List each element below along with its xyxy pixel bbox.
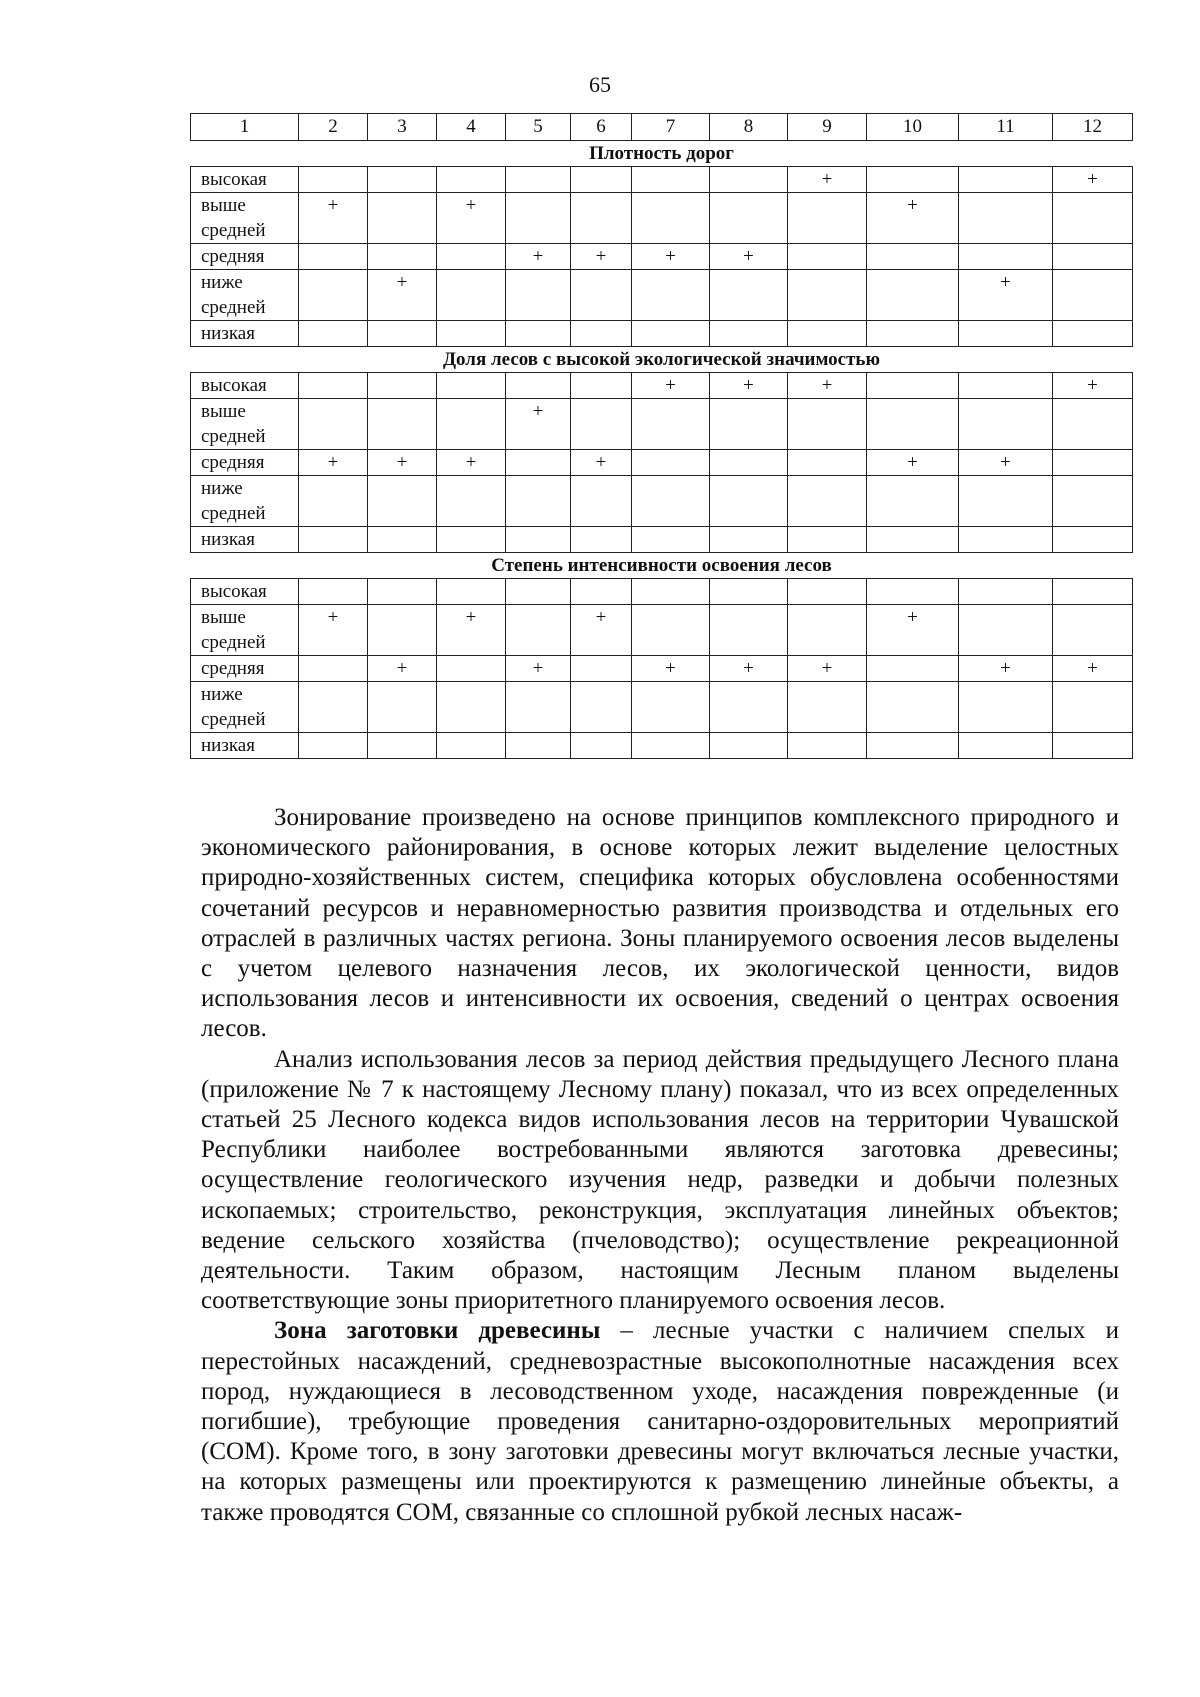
mark-cell: +: [299, 450, 368, 476]
paragraph: [201, 1316, 1119, 1527]
row-label: средняя: [191, 656, 299, 682]
mark-cell: +: [959, 656, 1053, 682]
mark-cell: [710, 579, 788, 605]
mark-cell: [1053, 579, 1133, 605]
mark-cell: [506, 167, 571, 193]
row-label: выше средней: [191, 193, 299, 244]
mark-cell: [1053, 476, 1133, 527]
mark-cell: [299, 373, 368, 399]
row-label: выше средней: [191, 605, 299, 656]
mark-cell: [867, 399, 959, 450]
row-label: средняя: [191, 450, 299, 476]
mark-cell: +: [368, 270, 437, 321]
mark-cell: +: [506, 656, 571, 682]
mark-cell: [867, 579, 959, 605]
mark-cell: [368, 605, 437, 656]
mark-cell: [867, 373, 959, 399]
table-row: [191, 321, 1133, 347]
page-number: 65: [589, 72, 611, 97]
mark-cell: [867, 476, 959, 527]
mark-cell: +: [571, 450, 632, 476]
table-row: [191, 527, 1133, 553]
mark-cell: +: [1053, 656, 1133, 682]
row-label: низкая: [191, 321, 299, 347]
table-row: [191, 682, 1133, 733]
column-header: 10: [867, 114, 959, 141]
mark-cell: [788, 193, 867, 244]
mark-cell: [710, 450, 788, 476]
mark-cell: [867, 733, 959, 759]
mark-cell: [437, 476, 506, 527]
mark-cell: [571, 527, 632, 553]
mark-cell: +: [632, 656, 710, 682]
row-label: низкая: [191, 527, 299, 553]
mark-cell: [437, 579, 506, 605]
mark-cell: [710, 193, 788, 244]
mark-cell: [437, 399, 506, 450]
zoning-table: [190, 113, 1133, 759]
mark-cell: [632, 682, 710, 733]
mark-cell: [299, 682, 368, 733]
mark-cell: [437, 167, 506, 193]
column-header: 7: [632, 114, 710, 141]
mark-cell: [867, 270, 959, 321]
mark-cell: [368, 527, 437, 553]
mark-cell: [788, 321, 867, 347]
table-row: [191, 579, 1133, 605]
mark-cell: [867, 656, 959, 682]
mark-cell: [632, 270, 710, 321]
column-header: 3: [368, 114, 437, 141]
mark-cell: [299, 656, 368, 682]
mark-cell: [571, 579, 632, 605]
mark-cell: [959, 476, 1053, 527]
mark-cell: +: [632, 244, 710, 270]
column-header: 9: [788, 114, 867, 141]
body-text: [201, 803, 1119, 1528]
column-header: 1: [191, 114, 299, 141]
mark-cell: [571, 733, 632, 759]
mark-cell: [437, 656, 506, 682]
mark-cell: [1053, 450, 1133, 476]
mark-cell: +: [710, 656, 788, 682]
mark-cell: [788, 733, 867, 759]
mark-cell: [867, 682, 959, 733]
mark-cell: [788, 244, 867, 270]
section-title-row: [191, 141, 1133, 167]
row-label: высокая: [191, 579, 299, 605]
mark-cell: [1053, 605, 1133, 656]
mark-cell: [299, 476, 368, 527]
mark-cell: [571, 167, 632, 193]
mark-cell: [1053, 321, 1133, 347]
mark-cell: +: [299, 605, 368, 656]
mark-cell: [1053, 193, 1133, 244]
mark-cell: [959, 579, 1053, 605]
mark-cell: [571, 682, 632, 733]
mark-cell: [368, 373, 437, 399]
mark-cell: [506, 733, 571, 759]
mark-cell: +: [368, 450, 437, 476]
mark-cell: [506, 321, 571, 347]
mark-cell: +: [710, 373, 788, 399]
mark-cell: +: [1053, 167, 1133, 193]
mark-cell: [959, 733, 1053, 759]
section-title-row: [191, 553, 1133, 579]
mark-cell: [299, 167, 368, 193]
mark-cell: +: [632, 373, 710, 399]
mark-cell: [506, 527, 571, 553]
row-label: ниже средней: [191, 270, 299, 321]
mark-cell: [1053, 527, 1133, 553]
mark-cell: [299, 244, 368, 270]
mark-cell: +: [867, 193, 959, 244]
mark-cell: [788, 270, 867, 321]
mark-cell: [299, 399, 368, 450]
mark-cell: +: [506, 244, 571, 270]
mark-cell: [299, 527, 368, 553]
mark-cell: [632, 167, 710, 193]
mark-cell: +: [788, 167, 867, 193]
mark-cell: +: [299, 193, 368, 244]
table-row: [191, 733, 1133, 759]
mark-cell: +: [437, 193, 506, 244]
mark-cell: [368, 682, 437, 733]
mark-cell: [959, 244, 1053, 270]
mark-cell: [867, 321, 959, 347]
mark-cell: [506, 579, 571, 605]
mark-cell: [632, 476, 710, 527]
mark-cell: [437, 682, 506, 733]
mark-cell: [1053, 733, 1133, 759]
table-header-row: [191, 114, 1133, 141]
mark-cell: [788, 579, 867, 605]
row-label: выше средней: [191, 399, 299, 450]
row-label: высокая: [191, 167, 299, 193]
mark-cell: [632, 321, 710, 347]
mark-cell: +: [788, 656, 867, 682]
section-title: Степень интенсивности освоения лесов: [191, 553, 1133, 579]
mark-cell: [299, 579, 368, 605]
table-row: [191, 244, 1133, 270]
mark-cell: [710, 270, 788, 321]
row-label: высокая: [191, 373, 299, 399]
mark-cell: +: [437, 450, 506, 476]
column-header: 11: [959, 114, 1053, 141]
mark-cell: [437, 373, 506, 399]
mark-cell: +: [867, 605, 959, 656]
mark-cell: [437, 527, 506, 553]
mark-cell: [632, 527, 710, 553]
mark-cell: [368, 167, 437, 193]
mark-cell: [368, 579, 437, 605]
mark-cell: [959, 682, 1053, 733]
mark-cell: [788, 527, 867, 553]
mark-cell: [788, 399, 867, 450]
mark-cell: +: [506, 399, 571, 450]
mark-cell: [959, 399, 1053, 450]
mark-cell: +: [959, 270, 1053, 321]
mark-cell: [959, 373, 1053, 399]
mark-cell: [368, 321, 437, 347]
section-title: Плотность дорог: [191, 141, 1133, 167]
mark-cell: [632, 579, 710, 605]
mark-cell: [788, 450, 867, 476]
mark-cell: [368, 733, 437, 759]
mark-cell: +: [571, 244, 632, 270]
mark-cell: [632, 605, 710, 656]
mark-cell: +: [959, 450, 1053, 476]
mark-cell: [867, 527, 959, 553]
column-header: 8: [710, 114, 788, 141]
mark-cell: [788, 476, 867, 527]
mark-cell: [710, 321, 788, 347]
mark-cell: [571, 656, 632, 682]
mark-cell: [506, 270, 571, 321]
mark-cell: [959, 321, 1053, 347]
mark-cell: [437, 321, 506, 347]
mark-cell: [710, 476, 788, 527]
mark-cell: +: [368, 656, 437, 682]
section-title: Доля лесов с высокой экологической значимостью: [191, 347, 1133, 373]
mark-cell: [867, 167, 959, 193]
mark-cell: [1053, 270, 1133, 321]
mark-cell: [959, 527, 1053, 553]
mark-cell: [710, 733, 788, 759]
column-header: 5: [506, 114, 571, 141]
table-row: [191, 270, 1133, 321]
table-row: [191, 656, 1133, 682]
mark-cell: +: [437, 605, 506, 656]
table-row: [191, 476, 1133, 527]
mark-cell: +: [710, 244, 788, 270]
table-row: [191, 167, 1133, 193]
mark-cell: [506, 605, 571, 656]
mark-cell: [571, 193, 632, 244]
row-label: низкая: [191, 733, 299, 759]
mark-cell: [299, 733, 368, 759]
mark-cell: [506, 450, 571, 476]
mark-cell: [368, 244, 437, 270]
table-row: [191, 450, 1133, 476]
mark-cell: [710, 527, 788, 553]
table-row: [191, 373, 1133, 399]
mark-cell: [506, 476, 571, 527]
mark-cell: [437, 733, 506, 759]
mark-cell: [632, 733, 710, 759]
mark-cell: [632, 399, 710, 450]
mark-cell: [368, 399, 437, 450]
mark-cell: [571, 476, 632, 527]
mark-cell: [788, 682, 867, 733]
mark-cell: +: [1053, 373, 1133, 399]
mark-cell: [368, 476, 437, 527]
mark-cell: [632, 193, 710, 244]
mark-cell: [437, 270, 506, 321]
mark-cell: [710, 167, 788, 193]
mark-cell: +: [571, 605, 632, 656]
mark-cell: [506, 373, 571, 399]
mark-cell: [1053, 682, 1133, 733]
table-row: [191, 193, 1133, 244]
mark-cell: [368, 193, 437, 244]
mark-cell: +: [788, 373, 867, 399]
row-label: ниже средней: [191, 476, 299, 527]
mark-cell: [788, 605, 867, 656]
mark-cell: [959, 167, 1053, 193]
mark-cell: [571, 399, 632, 450]
mark-cell: [710, 605, 788, 656]
mark-cell: [710, 399, 788, 450]
mark-cell: [571, 270, 632, 321]
mark-cell: [710, 682, 788, 733]
mark-cell: [506, 193, 571, 244]
section-title-row: [191, 347, 1133, 373]
mark-cell: [299, 321, 368, 347]
paragraph: Зонирование произведено на основе принципов комплексного природного и экономического районирования, в основе которых лежит выделение целостных природно-хозяйственных систем, специфика которых обусловлена особенностями сочетаний ресурсов и неравномерностью развития производства и отдельных его отраслей в различных частях региона. Зоны планируемого освоения лесов выделены с учетом целевого назначения лесов, их экологической ценности, видов использования лесов и интенсивности их освоения, сведений о центрах освоения лесов.: [201, 804, 1119, 1043]
mark-cell: [437, 244, 506, 270]
mark-cell: [571, 373, 632, 399]
mark-cell: [1053, 244, 1133, 270]
mark-cell: [506, 682, 571, 733]
row-label: ниже средней: [191, 682, 299, 733]
mark-cell: [1053, 399, 1133, 450]
column-header: 6: [571, 114, 632, 141]
mark-cell: +: [867, 450, 959, 476]
paragraph-text: – лесные участки с наличием спелых и перестойных насаждений, средневозрастные высокополнотные насаждения всех пород, нуждающиеся в лесоводственном уходе, насаждения поврежденные (и погибшие), требующие проведения санитарно-оздоровительных мероприятий (СОМ). Кроме того, в зону заготовки древесины могут включаться лесные участки, на которых размещены или проектируются к размещению линейные объекты, а также проводятся СОМ, связанные со сплошной рубкой лесных насаж-: [201, 1317, 1119, 1526]
mark-cell: [571, 321, 632, 347]
table-row: [191, 399, 1133, 450]
paragraph-bold-lead: Зона заготовки древесины: [274, 1317, 601, 1345]
mark-cell: [867, 244, 959, 270]
mark-cell: [959, 193, 1053, 244]
mark-cell: [632, 450, 710, 476]
paragraph: Анализ использования лесов за период действия предыдущего Лесного плана (приложение № 7 к настоящему Лесному плану) показал, что из всех определенных статьей 25 Лесного кодекса видов использования лесов на территории Чувашской Республики наиболее востребованными являются заготовка древесины; осуществление геологического изучения недр, разведки и добычи полезных ископаемых; строительство, реконструкция, эксплуатация линейных объектов; ведение сельского хозяйства (пчеловодство); осуществление рекреационной деятельности. Таким образом, настоящим Лесным планом выделены соответствующие зоны приоритетного планируемого освоения лесов.: [201, 1045, 1119, 1315]
mark-cell: [299, 270, 368, 321]
column-header: 2: [299, 114, 368, 141]
column-header: 12: [1053, 114, 1133, 141]
row-label: средняя: [191, 244, 299, 270]
table-row: [191, 605, 1133, 656]
mark-cell: [959, 605, 1053, 656]
column-header: 4: [437, 114, 506, 141]
